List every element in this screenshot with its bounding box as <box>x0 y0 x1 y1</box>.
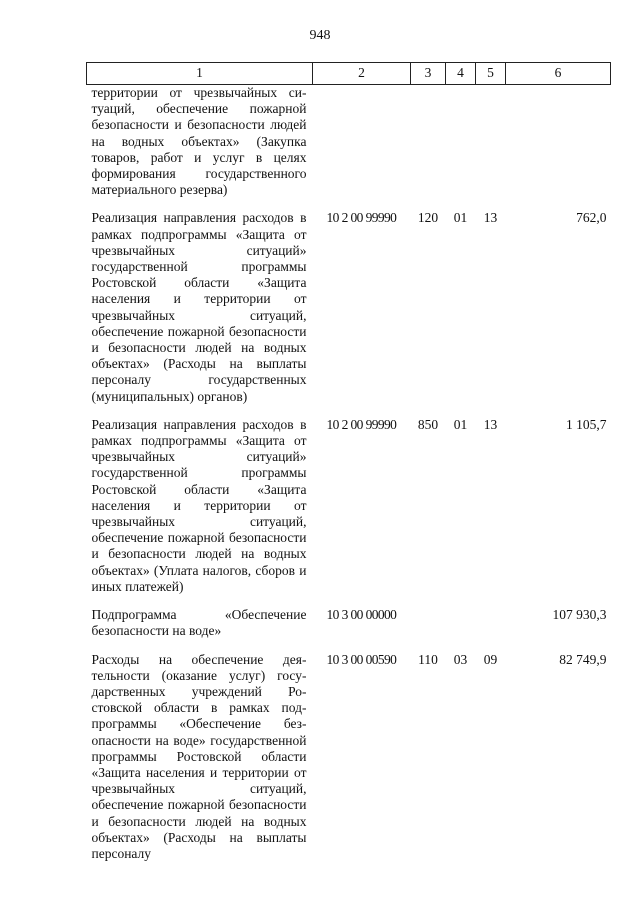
row-subsection <box>476 595 506 639</box>
row-amount: 82 749,9 <box>559 651 607 667</box>
row-expense-type: 110 <box>418 651 438 667</box>
table-row <box>87 198 611 404</box>
row-expense-type: 850 <box>417 416 439 432</box>
row-description: Реализация направления расходов в рамках подпрограммы «Защита от чрезвычайных ситуаций» государственной программы Ростовской области «Защита населения и территории от чрезвычайных ситуаций, обеспечение пожарной безопасности и безопасности людей на водных объектах» (Уплата налогов, сборов и иных платежей) <box>91 416 307 594</box>
row-amount: 762,0 <box>576 210 607 226</box>
row-expense-type <box>411 85 446 199</box>
row-target-code: 10 3 00 00000 <box>326 607 397 623</box>
row-subsection: 13 <box>483 210 498 226</box>
table-row <box>87 640 611 863</box>
row-subsection: 09 <box>483 651 498 667</box>
row-target-code <box>313 85 411 199</box>
column-header-6: 6 <box>506 63 611 85</box>
row-section: 01 <box>453 210 468 226</box>
column-header-1: 1 <box>87 63 313 85</box>
row-section <box>446 595 476 639</box>
table-row <box>87 85 611 199</box>
row-target-code: 10 3 00 00590 <box>326 651 397 667</box>
budget-table <box>86 62 611 862</box>
table-row <box>87 595 611 639</box>
row-description: Подпрограмма «Обеспечение безопасности на воде» <box>91 607 307 639</box>
row-expense-type: 120 <box>417 210 439 226</box>
column-header-3: 3 <box>411 63 446 85</box>
row-section: 03 <box>453 651 468 667</box>
row-amount: 107 930,3 <box>552 607 607 623</box>
row-subsection <box>476 85 506 199</box>
row-target-code: 10 2 00 99990 <box>326 416 397 432</box>
row-description: территории от чрезвычайных ситуаций, обеспечение пожарной безопасности и безопасности людей на водных объектах» (Закупка товаров, работ и услуг в целях формирования государственного материального резерва) <box>91 85 307 198</box>
row-expense-type <box>411 595 446 639</box>
row-section: 01 <box>453 416 468 432</box>
row-description: Реализация направления расходов в рамках подпрограммы «Защита от чрезвычайных ситуаций» государственной программы Ростовской области «Защита населения и территории от чрезвычайных ситуаций, обеспечение пожарной безопасности и безопасности людей на водных объектах» (Расходы на выплаты персоналу государственных (муниципальных) органов) <box>91 210 307 404</box>
column-header-4: 4 <box>446 63 476 85</box>
header-row <box>87 63 611 85</box>
page-number: 948 <box>309 28 331 43</box>
row-section <box>446 85 476 199</box>
column-header-2: 2 <box>313 63 411 85</box>
row-description: Расходы на обеспечение деятельности (оказание услуг) государственных учреждений Ростовской области в рамках подпрограммы «Обеспечение безопасности на воде» государственной программы Ростовской области «Защита населения и территории от чрезвычайных ситуаций, обеспечение пожарной безопасности и безопасности людей на водных объектах» (Расходы на выплаты персоналу <box>91 651 307 861</box>
column-header-5: 5 <box>476 63 506 85</box>
row-subsection: 13 <box>483 416 498 432</box>
table-row <box>87 405 611 595</box>
row-amount: 1 105,7 <box>566 416 607 432</box>
row-target-code: 10 2 00 99990 <box>326 210 397 226</box>
row-amount <box>506 85 611 199</box>
